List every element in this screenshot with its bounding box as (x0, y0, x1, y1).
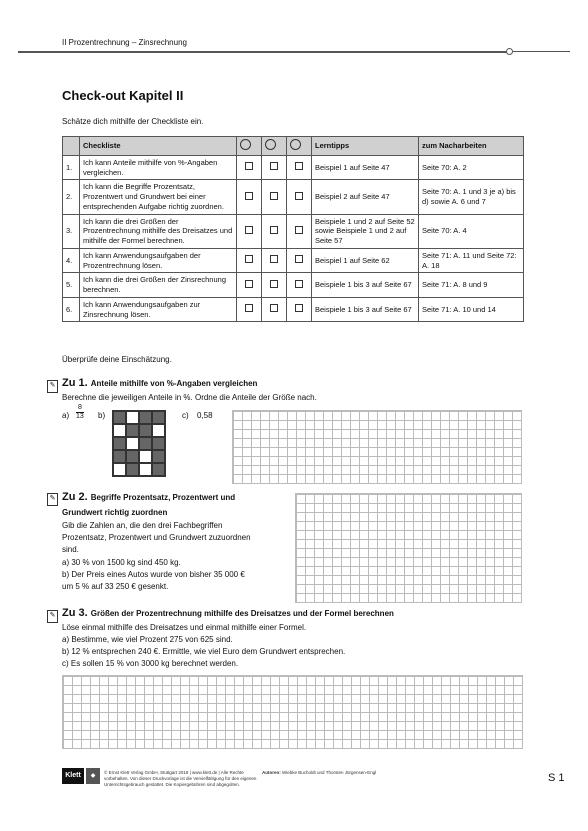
pattern-cell-filled (139, 411, 152, 424)
pattern-cell-empty (113, 463, 126, 476)
page-title: Check-out Kapitel II (62, 88, 184, 103)
section2-text-2: Prozentsatz, Prozentwert und Grundwert zuzuordnen (62, 533, 251, 542)
item-c-value: 0,58 (197, 411, 213, 420)
pattern-cell-empty (126, 437, 139, 450)
row-rework: Seite 70: A. 1 und 3 je a) bis d) sowie A. 6 und 7 (419, 180, 524, 214)
checklist-row (63, 297, 524, 322)
section1-label: Zu 1. (62, 377, 88, 389)
check-after-text: Überprüfe deine Einschätzung. (62, 355, 172, 364)
pattern-cell-empty (139, 463, 152, 476)
section2-label: Zu 2. (62, 491, 88, 503)
section2-item-b-1: b) Der Preis eines Autos wurde von bisher 35 000 € (62, 570, 245, 579)
pattern-cell-filled (113, 411, 126, 424)
copyright-line-3: Unterrichtsgebrauch gestattet. Die Kopiergebühren sind abgegolten. (104, 782, 240, 787)
pattern-cell-filled (152, 437, 165, 450)
footer-copyright (104, 770, 256, 788)
rating-cell-happy (237, 297, 262, 322)
header-rule (18, 51, 508, 53)
section3-item-b: b) 12 % entsprechen 240 €. Ermittle, wie viel Euro dem Grundwert entsprechen. (62, 647, 346, 656)
row-tip: Beispiele 1 und 2 auf Seite 52 sowie Beispiele 1 und 2 auf Seite 57 (312, 214, 419, 248)
section3-label: Zu 3. (62, 607, 88, 619)
row-statement: Ich kann Anwendungsaufgaben der Prozentrechnung lösen. (80, 248, 237, 273)
pattern-cell-filled (139, 437, 152, 450)
task-icon: ✎ (47, 493, 58, 506)
pattern-cell-filled (126, 450, 139, 463)
header-num (63, 137, 80, 156)
klett-logo: Klett (62, 768, 84, 784)
checklist-row (63, 248, 524, 273)
rating-checkbox-happy[interactable] (245, 226, 253, 234)
sad-face-icon (290, 139, 301, 150)
pattern-cell-empty (113, 424, 126, 437)
row-statement: Ich kann Anteile mithilfe von %-Angaben vergleichen. (80, 155, 237, 180)
pattern-cell-filled (152, 411, 165, 424)
header-smiley-sad (287, 137, 312, 156)
item-c-label: c) (182, 411, 189, 420)
section2-text-1: Gib die Zahlen an, die den drei Fachbegriffen (62, 521, 223, 530)
rating-cell-neutral (262, 248, 287, 273)
fraction-pattern-grid (112, 410, 166, 477)
rating-checkbox-sad[interactable] (295, 226, 303, 234)
rating-checkbox-neutral[interactable] (270, 226, 278, 234)
task-icon: ✎ (47, 380, 58, 393)
row-rework: Seite 70: A. 4 (419, 214, 524, 248)
fraction-a (76, 404, 84, 421)
footer-authors (262, 770, 376, 776)
rating-checkbox-neutral[interactable] (270, 162, 278, 170)
rating-checkbox-happy[interactable] (245, 304, 253, 312)
rating-cell-sad (287, 297, 312, 322)
rating-checkbox-sad[interactable] (295, 192, 303, 200)
section2-heading (62, 491, 235, 503)
header-tips: Lerntipps (312, 137, 419, 156)
row-number: 4. (63, 248, 80, 273)
row-number: 1. (63, 155, 80, 180)
section3-heading (62, 607, 394, 619)
row-number: 2. (63, 180, 80, 214)
rating-cell-sad (287, 155, 312, 180)
row-statement: Ich kann die drei Größen der Zinsrechnung berechnen. (80, 273, 237, 298)
section1-heading (62, 377, 257, 389)
pattern-cell-empty (139, 450, 152, 463)
rating-cell-neutral (262, 214, 287, 248)
section1-subtitle: Anteile mithilfe von %-Angaben vergleichen (90, 379, 258, 388)
section2-subtitle-2: Grundwert richtig zuordnen (62, 508, 168, 517)
rating-checkbox-happy[interactable] (245, 280, 253, 288)
checklist-row (63, 180, 524, 214)
section3-item-c: c) Es sollen 15 % von 3000 kg berechnet werden. (62, 659, 239, 668)
rating-cell-neutral (262, 180, 287, 214)
item-b-label: b) (98, 411, 106, 420)
copyright-line-2: vorbehalten. Von dieser Druckvorlage ist die Vervielfältigung für den eigenen (104, 776, 257, 781)
pattern-cell-filled (126, 424, 139, 437)
page-number: S 1 (548, 772, 565, 784)
section3-item-a: a) Bestimme, wie viel Prozent 275 von 625 sind. (62, 635, 233, 644)
rating-checkbox-happy[interactable] (245, 162, 253, 170)
rating-cell-sad (287, 214, 312, 248)
row-tip: Beispiele 1 bis 3 auf Seite 67 (312, 297, 419, 322)
rating-checkbox-sad[interactable] (295, 162, 303, 170)
answer-grid-3[interactable] (62, 675, 523, 749)
row-rework: Seite 71: A. 11 und Seite 72: A. 18 (419, 248, 524, 273)
rating-checkbox-neutral[interactable] (270, 304, 278, 312)
copyright-line-1: © Ernst Klett Verlag GmbH, Stuttgart 2018 | www.klett.de | Alle Rechte (104, 770, 244, 775)
section2-item-a: a) 30 % von 1500 kg sind 450 kg. (62, 558, 181, 567)
klett-logo-mark: ◆ (86, 768, 100, 784)
rating-cell-neutral (262, 297, 287, 322)
answer-grid-1[interactable] (232, 410, 522, 484)
authors-label: Autoren: (262, 770, 281, 775)
row-statement: Ich kann die drei Größen der Prozentrechnung mithilfe des Dreisatzes und mithilfe der Formel berechnen. (80, 214, 237, 248)
rating-checkbox-sad[interactable] (295, 304, 303, 312)
task-icon: ✎ (47, 610, 58, 623)
authors-names: Wiebke Bucholdt und Thorsten Jürgensen-Engl (282, 770, 377, 775)
section1-text: Berechne die jeweiligen Anteile in %. Ordne die Anteile der Größe nach. (62, 393, 317, 402)
rating-checkbox-sad[interactable] (295, 255, 303, 263)
pattern-cell-filled (152, 463, 165, 476)
row-tip: Beispiel 1 auf Seite 47 (312, 155, 419, 180)
rating-cell-neutral (262, 155, 287, 180)
pattern-cell-filled (152, 450, 165, 463)
row-statement: Ich kann Anwendungsaufgaben zur Zinsrechnung lösen. (80, 297, 237, 322)
row-number: 6. (63, 297, 80, 322)
rating-cell-happy (237, 155, 262, 180)
answer-grid-2[interactable] (295, 493, 522, 603)
rating-cell-sad (287, 248, 312, 273)
header-rework: zum Nacharbeiten (419, 137, 524, 156)
checklist-row (63, 155, 524, 180)
rating-cell-sad (287, 273, 312, 298)
row-number: 3. (63, 214, 80, 248)
section2-text-3: sind. (62, 545, 79, 554)
header-smiley-neutral (262, 137, 287, 156)
header-text: II Prozentrechnung – Zinsrechnung (62, 38, 187, 47)
pattern-cell-filled (126, 463, 139, 476)
rating-checkbox-happy[interactable] (245, 192, 253, 200)
row-statement: Ich kann die Begriffe Prozentsatz, Prozentwert und Grundwert bei einer entsprechenden Aufgabe richtig zuordnen. (80, 180, 237, 214)
item-a-label: a) (62, 411, 70, 420)
rating-checkbox-sad[interactable] (295, 280, 303, 288)
pattern-cell-empty (152, 424, 165, 437)
rating-cell-happy (237, 248, 262, 273)
checklist-row (63, 214, 524, 248)
section3-text: Löse einmal mithilfe des Dreisatzes und einmal mithilfe einer Formel. (62, 623, 307, 632)
rating-checkbox-happy[interactable] (245, 255, 253, 263)
section2-heading-line2 (62, 506, 167, 518)
section3-subtitle: Größen der Prozentrechnung mithilfe des Dreisatzes und der Formel berechnen (90, 609, 394, 618)
header-checklist: Checkliste (80, 137, 237, 156)
rating-cell-sad (287, 180, 312, 214)
rating-cell-happy (237, 214, 262, 248)
rating-checkbox-neutral[interactable] (270, 255, 278, 263)
rating-cell-neutral (262, 273, 287, 298)
row-rework: Seite 70: A. 2 (419, 155, 524, 180)
fraction-numerator: 8 (77, 404, 82, 411)
section2-subtitle-1: Begriffe Prozentsatz, Prozentwert und (90, 493, 236, 502)
row-rework: Seite 71: A. 10 und 14 (419, 297, 524, 322)
pattern-cell-filled (113, 437, 126, 450)
checklist-row (63, 273, 524, 298)
fraction-denominator: 13 (76, 413, 84, 420)
row-tip: Beispiel 2 auf Seite 47 (312, 180, 419, 214)
pattern-cell-empty (126, 411, 139, 424)
neutral-face-icon (265, 139, 276, 150)
rating-checkbox-neutral[interactable] (270, 192, 278, 200)
pattern-cell-filled (113, 450, 126, 463)
header-rule-end (512, 51, 570, 52)
intro-text: Schätze dich mithilfe der Checkliste ein. (62, 117, 204, 126)
header-smiley-happy (237, 137, 262, 156)
checklist-table (62, 136, 524, 322)
row-rework: Seite 71: A. 8 und 9 (419, 273, 524, 298)
happy-face-icon (240, 139, 251, 150)
rating-cell-happy (237, 273, 262, 298)
row-tip: Beispiele 1 bis 3 auf Seite 67 (312, 273, 419, 298)
pattern-cell-filled (139, 424, 152, 437)
section2-item-b-2: um 5 % auf 33 250 € gesenkt. (62, 582, 169, 591)
row-number: 5. (63, 273, 80, 298)
rating-cell-happy (237, 180, 262, 214)
rating-checkbox-neutral[interactable] (270, 280, 278, 288)
row-tip: Beispiel 1 auf Seite 62 (312, 248, 419, 273)
